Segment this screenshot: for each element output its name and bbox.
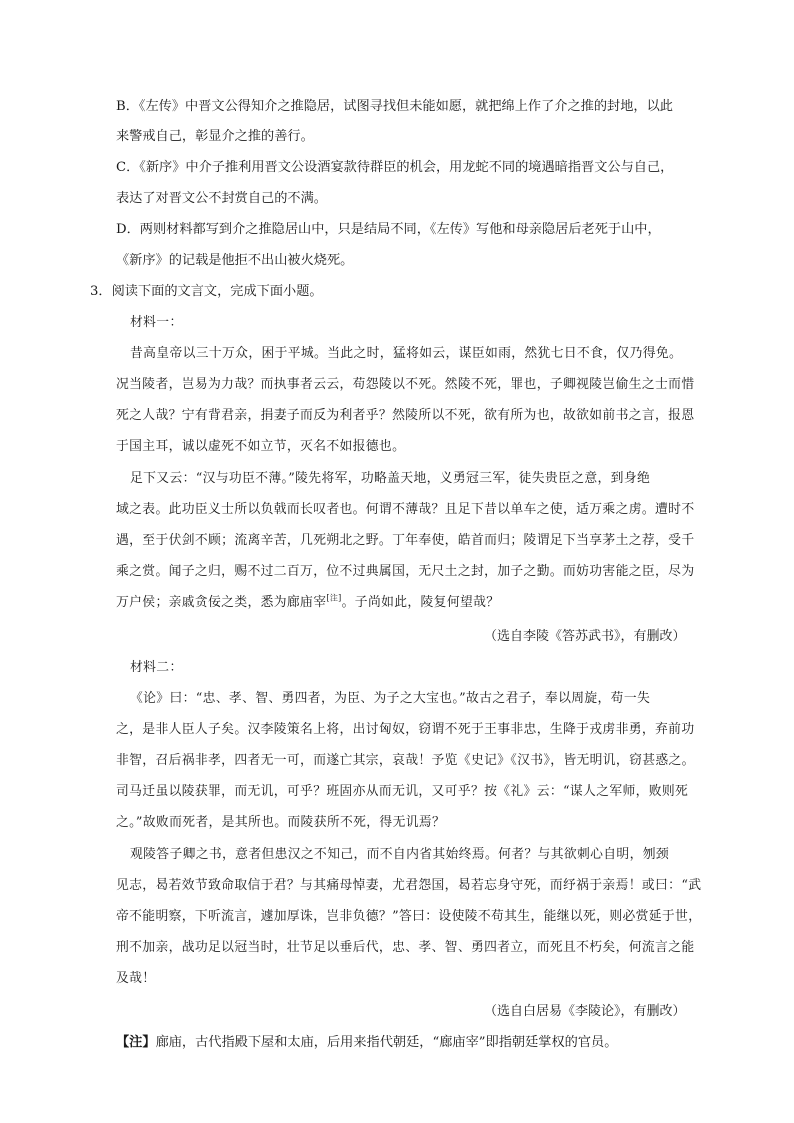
- material-1-label: 材料一：: [130, 315, 183, 330]
- material-2-source: （选自白居易《李陵论》，有删改）: [484, 1004, 686, 1019]
- material-2-paragraph-2-line: 刑不加亲，战功足以冠当时，壮节足以垂后代，忠、孝、智、勇四者立，而死且不朽矣，何流言之能: [116, 940, 695, 955]
- material-2-paragraph-2-line: 帝不能明察，下听流言，遽加厚诛，岂非负德？”答曰：设使陵不苟其生，能继以死，则必赏延于世，: [116, 909, 702, 924]
- material-1-paragraph-2-line: 域之表。此功臣义士所以负戟而长叹者也。何谓不薄哉？且足下昔以单车之使，适万乘之虏。遭时不: [116, 502, 695, 517]
- option-b-line-2: 来警戒自己，彰显介之推的善行。: [116, 129, 314, 144]
- material-1-text: 。子尚如此，陵复何望哉？: [341, 595, 500, 610]
- material-1-paragraph-1-line: 于国主耳，诚以虚死不如立节，灭名不如报德也。: [116, 439, 406, 454]
- material-2-paragraph-1-line: 非智，召后祸非孝，四者无一可，而遂亡其宗，哀哉！予览《史记》《汉书》，皆无明讥，窃甚惑之。: [116, 753, 695, 768]
- material-2-paragraph-1-line: 司马迁虽以陵获罪，而无讥，可乎？班固亦从而无讥，又可乎？按《礼》云：“谋人之军师，败则死: [116, 784, 689, 799]
- option-c-line-2: 表达了对晋文公不封赏自己的不满。: [116, 191, 327, 206]
- option-c-line-1: C．《新序》中介子推利用晋文公设酒宴款待群臣的机会，用龙蛇不同的境遇暗指晋文公与自己，: [116, 160, 674, 175]
- material-1-paragraph-2-last-line: [116, 593, 499, 613]
- material-1-source: （选自李陵《答苏武书》，有删改）: [484, 629, 686, 644]
- option-b-line-1: B．《左传》中晋文公得知介之推隐居，试图寻找但未能如愿，就把绵上作了介之推的封地，以此: [116, 99, 673, 114]
- material-2-paragraph-1-line: 之。”故败而死者，是其所也。而陵获所不死，得无讥焉？: [116, 815, 446, 830]
- option-d-line-2: 《新序》的记载是他拒不出山被火烧死。: [116, 253, 354, 268]
- footnote-label: 【注】: [116, 1035, 156, 1050]
- question-3-heading: 3．阅读下面的文言文，完成下面小题。: [90, 284, 323, 299]
- material-2-label: 材料二：: [130, 660, 183, 675]
- material-2-paragraph-2-line: 观陵答子卿之书，意者但患汉之不知己，而不自内省其始终焉。何者？与其欲刺心自明，刎颈: [130, 847, 670, 862]
- material-2-paragraph-1-line: 《论》曰：“忠、孝、智、勇四者，为臣、为子之大宝也。”故古之君子，奉以周旋，苟一失: [130, 691, 651, 706]
- material-2-paragraph-1-line: 之，是非人臣人子矣。汉李陵策名上将，出讨匈奴，窃谓不死于王事非忠，生降于戎虏非勇，弃前功: [116, 722, 695, 737]
- note-marker: [注]: [326, 593, 342, 603]
- footnote: [116, 1033, 617, 1053]
- material-1-text: 万户侯；亲戚贪佞之类，悉为廊庙宰: [116, 595, 327, 610]
- material-1-paragraph-1-line: 死之人哉？宁有背君亲，捐妻子而反为利者乎？然陵所以不死，欲有所为也，故欲如前书之言，报恩: [116, 408, 695, 423]
- material-1-paragraph-1-line: 昔高皇帝以三十万众，困于平城。当此之时，猛将如云，谋臣如雨，然犹七日不食，仅乃得免。: [130, 346, 683, 361]
- material-1-paragraph-1-line: 况当陵者，岂易为力哉？而执事者云云，苟怨陵以不死。然陵不死，罪也，子卿视陵岂偷生之士而惜: [116, 377, 695, 392]
- material-1-paragraph-2-line: 遇，至于伏剑不顾；流离辛苦，几死朔北之野。丁年奉使，皓首而归；陵谓足下当享茅土之荐，受千: [116, 533, 695, 548]
- material-2-paragraph-2-line: 见志，曷若效节致命取信于君？与其痛母悼妻，尤君怨国，曷若忘身守死，而纾祸于亲焉！或曰：“武: [116, 878, 702, 893]
- option-d-line-1: D．两则材料都写到介之推隐居山中，只是结局不同，《左传》写他和母亲隐居后老死于山中，: [116, 222, 661, 237]
- material-2-paragraph-2-line: 及哉！: [116, 971, 156, 986]
- footnote-text: 廊庙，古代指殿下屋和太庙，后用来指代朝廷，“廊庙宰”即指朝廷掌权的官员。: [155, 1035, 618, 1050]
- material-1-paragraph-2-line: 乘之赏。闻子之归，赐不过二百万，位不过典属国，无尺土之封，加子之勤。而妨功害能之臣，尽为: [116, 564, 695, 579]
- material-1-paragraph-2-line: 足下又云：“汉与功臣不薄。”陵先将军，功略盖天地，义勇冠三军，徒失贵臣之意，到身绝: [130, 471, 651, 486]
